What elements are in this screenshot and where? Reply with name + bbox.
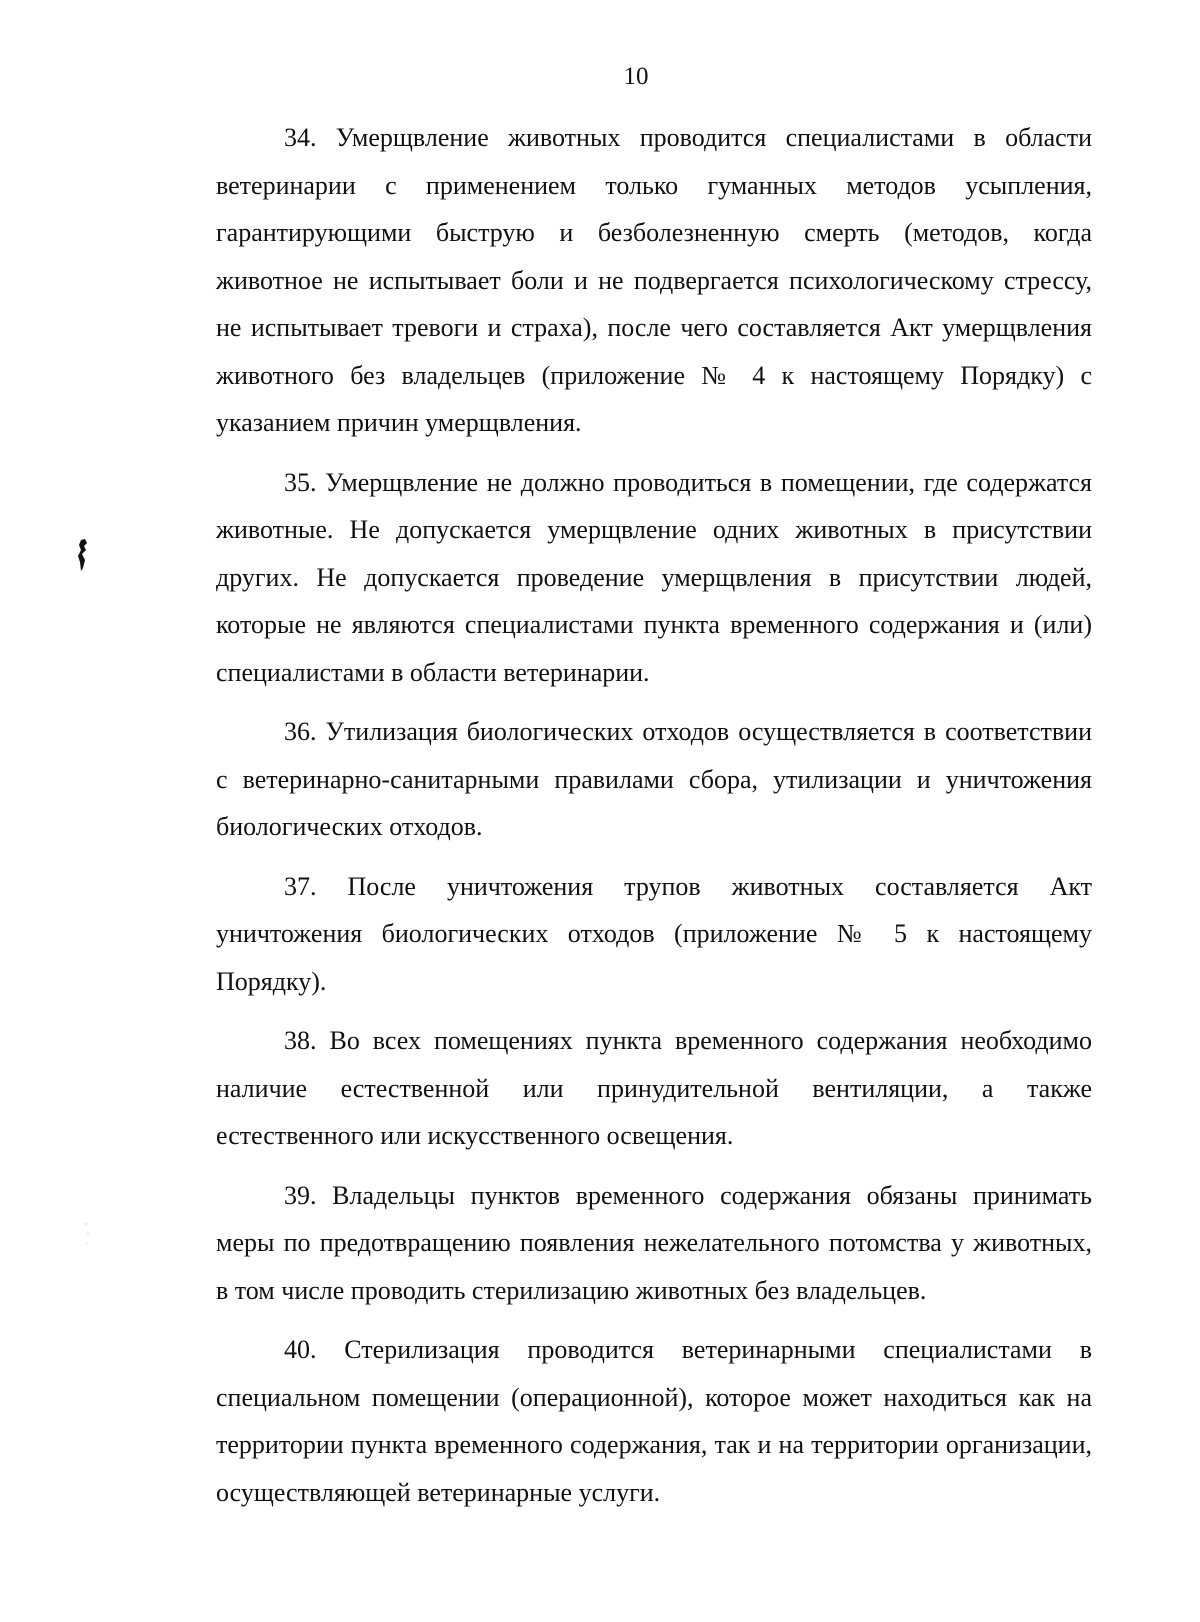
document-body xyxy=(216,114,1092,1528)
paragraph-37: 37. После уничтожения трупов животных составляется Акт уничтожения биологических отходов (приложение № 5 к настоящему Порядку). xyxy=(216,871,1092,996)
scan-artifact xyxy=(76,538,90,572)
paragraph-34: 34. Умерщвление животных проводится специалистами в области ветеринарии с применением только гуманных методов усыпления, гарантирующими быструю и безболезненную смерть (методов, когда животное не испытывает боли и не подвергается психологическому стрессу, не испытывает тревоги и страха), после чего составляется Акт умерщвления животного без владельцев (приложение № 4 к настоящему Порядку) с указанием причин умерщвления. xyxy=(216,123,1092,437)
paragraph-36: 36. Утилизация биологических отходов осуществляется в соответствии с ветеринарно-санитарными правилами сбора, утилизации и уничтожения биологических отходов. xyxy=(216,717,1092,841)
page-number: 10 xyxy=(623,63,649,90)
paragraph-39: 39. Владельцы пунктов временного содержания обязаны принимать меры по предотвращению появления нежелательного потомства у животных, в том числе проводить стерилизацию животных без владельцев. xyxy=(216,1180,1092,1305)
scan-speck xyxy=(82,1218,92,1248)
paragraph-38: 38. Во всех помещениях пункта временного содержания необходимо наличие естественной или принудительной вентиляции, а также естественного или искусственного освещения. xyxy=(216,1026,1092,1150)
paragraph-35: 35. Умерщвление не должно проводиться в помещении, где содержатся животные. Не допускается умерщвление одних животных в присутствии других. Не допускается проведение умерщвления в присутствии людей, которые не являются специалистами пункта временного содержания и (или) специалистами в области ветеринарии. xyxy=(216,467,1092,687)
paragraph-40: 40. Стерилизация проводится ветеринарными специалистами в специальном помещении (операционной), которое может находиться как на территории пункта временного содержания, так и на территории организации, осуществляющей ветеринарные услуги. xyxy=(216,1335,1092,1507)
